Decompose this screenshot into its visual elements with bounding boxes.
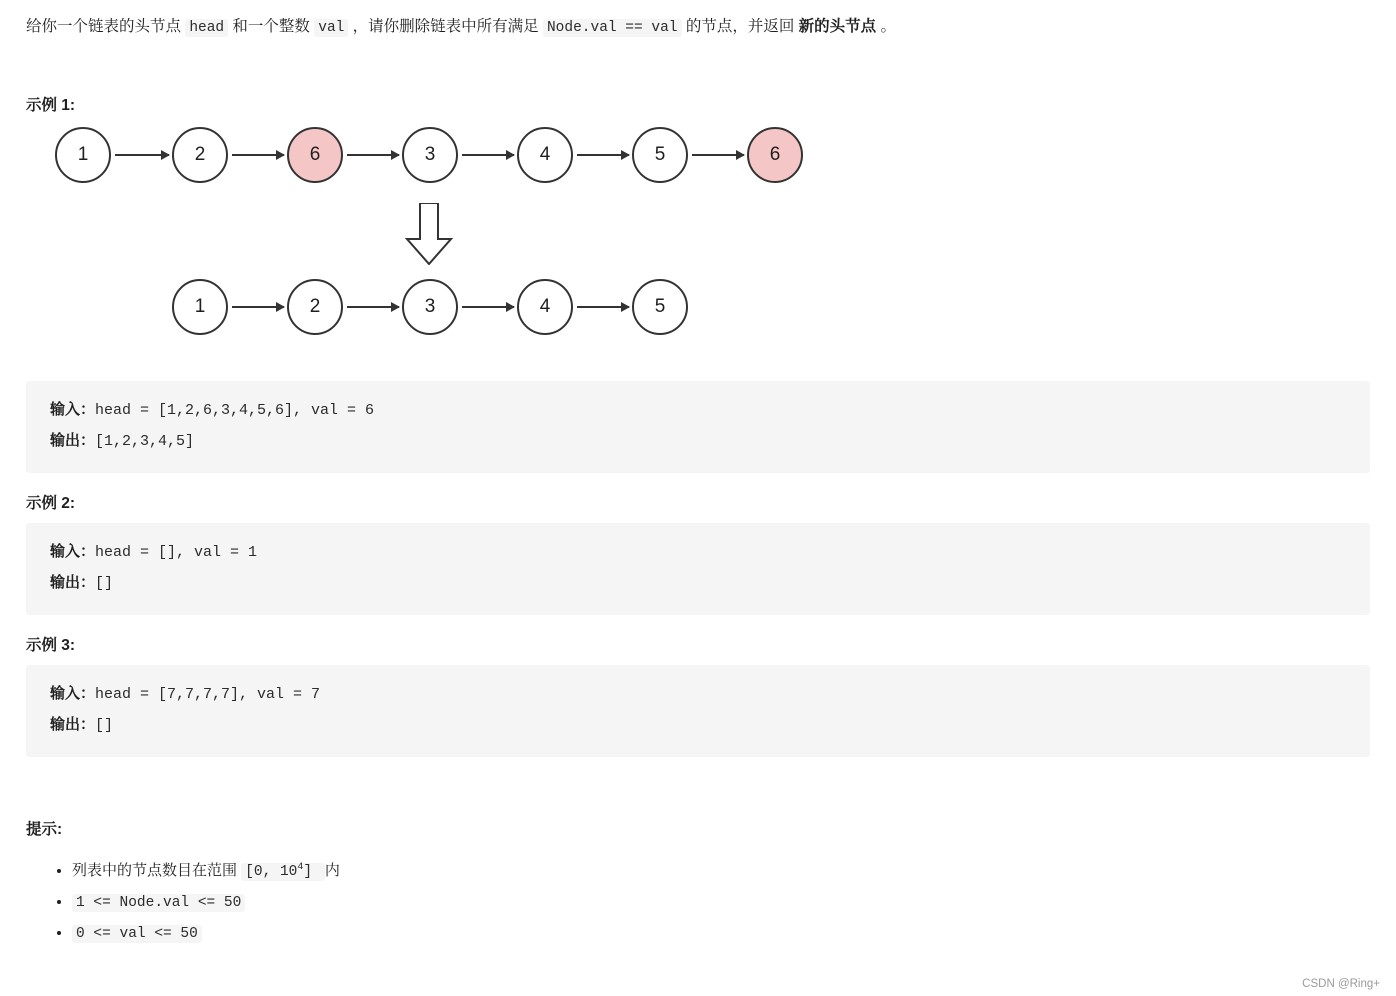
example-3-io-block — [26, 665, 1370, 757]
hint-item-3 — [72, 918, 1370, 949]
node-after-3: 4 — [517, 279, 573, 335]
output-label: 输出： — [50, 432, 96, 449]
output-value: [] — [95, 717, 114, 734]
arrow-before-0 — [115, 154, 169, 156]
statement-text-3: ，请你删除链表中所有满足 — [348, 18, 543, 35]
arrow-after-0 — [232, 306, 284, 308]
output-value: [1,2,3,4,5] — [95, 433, 195, 450]
node-after-1: 2 — [287, 279, 343, 335]
input-label: 输入： — [50, 543, 96, 560]
example-3-output-line — [50, 710, 1346, 741]
hints-title: 提示: — [26, 821, 63, 838]
output-value: [] — [95, 575, 114, 592]
hint-1-prefix: 列表中的节点数目在范围 — [72, 861, 242, 879]
node-before-3: 3 — [402, 127, 458, 183]
node-before-6: 6 — [747, 127, 803, 183]
arrow-after-2 — [462, 306, 514, 308]
hint-1-suffix: 内 — [324, 861, 340, 879]
statement-text-1: 给你一个链表的头节点 — [26, 18, 186, 35]
code-val: val — [314, 19, 348, 37]
statement-text-5: 。 — [876, 18, 896, 35]
arrow-after-1 — [347, 306, 399, 308]
hint-1-code-tail: ] — [303, 863, 321, 880]
input-value: head = [], val = 1 — [95, 544, 258, 561]
input-value: head = [1,2,6,3,4,5,6], val = 6 — [95, 402, 375, 419]
node-before-4: 4 — [517, 127, 573, 183]
output-label: 输出： — [50, 716, 96, 733]
hint-item-2 — [72, 887, 1370, 918]
hint-item-1 — [72, 853, 1370, 887]
input-label: 输入： — [50, 401, 96, 418]
hint-1-exponent: 4 — [297, 862, 304, 873]
arrow-before-4 — [577, 154, 629, 156]
hint-1-code — [241, 863, 325, 881]
hints-list — [26, 853, 1370, 949]
example-3-input-line — [50, 679, 1346, 710]
linked-list-diagram — [26, 127, 1370, 377]
statement-emphasis: 新的头节点 — [798, 18, 877, 35]
example-1-io-block — [26, 381, 1370, 473]
example-2-title: 示例 2: — [26, 495, 76, 512]
example-2-io-block — [26, 523, 1370, 615]
node-before-2: 6 — [287, 127, 343, 183]
hint-2-code: 1 <= Node.val <= 50 — [72, 894, 245, 912]
example-1-input-line — [50, 395, 1346, 426]
hint-1-code-head: [0, 10 — [245, 863, 298, 880]
hint-3-code: 0 <= val <= 50 — [72, 925, 202, 943]
example-1-title: 示例 1: — [26, 97, 76, 114]
example-1-output-line — [50, 426, 1346, 457]
node-after-0: 1 — [172, 279, 228, 335]
node-before-0: 1 — [55, 127, 111, 183]
node-before-5: 5 — [632, 127, 688, 183]
statement-text-2: 和一个整数 — [228, 18, 315, 35]
statement-text-4: 的节点，并返回 — [681, 18, 799, 35]
arrow-before-2 — [347, 154, 399, 156]
arrow-before-3 — [462, 154, 514, 156]
problem-statement — [26, 14, 1370, 41]
node-after-2: 3 — [402, 279, 458, 335]
arrow-after-3 — [577, 306, 629, 308]
code-condition: Node.val == val — [543, 19, 682, 37]
node-after-4: 5 — [632, 279, 688, 335]
watermark: CSDN @Ring+ — [1302, 978, 1380, 990]
input-value: head = [7,7,7,7], val = 7 — [95, 686, 321, 703]
example-3-title: 示例 3: — [26, 637, 76, 654]
transform-down-arrow-icon — [404, 203, 454, 265]
example-2-output-line — [50, 568, 1346, 599]
arrow-before-1 — [232, 154, 284, 156]
input-label: 输入： — [50, 685, 96, 702]
example-2-input-line — [50, 537, 1346, 568]
code-head: head — [185, 19, 228, 37]
arrow-before-5 — [692, 154, 744, 156]
node-before-1: 2 — [172, 127, 228, 183]
output-label: 输出： — [50, 574, 96, 591]
